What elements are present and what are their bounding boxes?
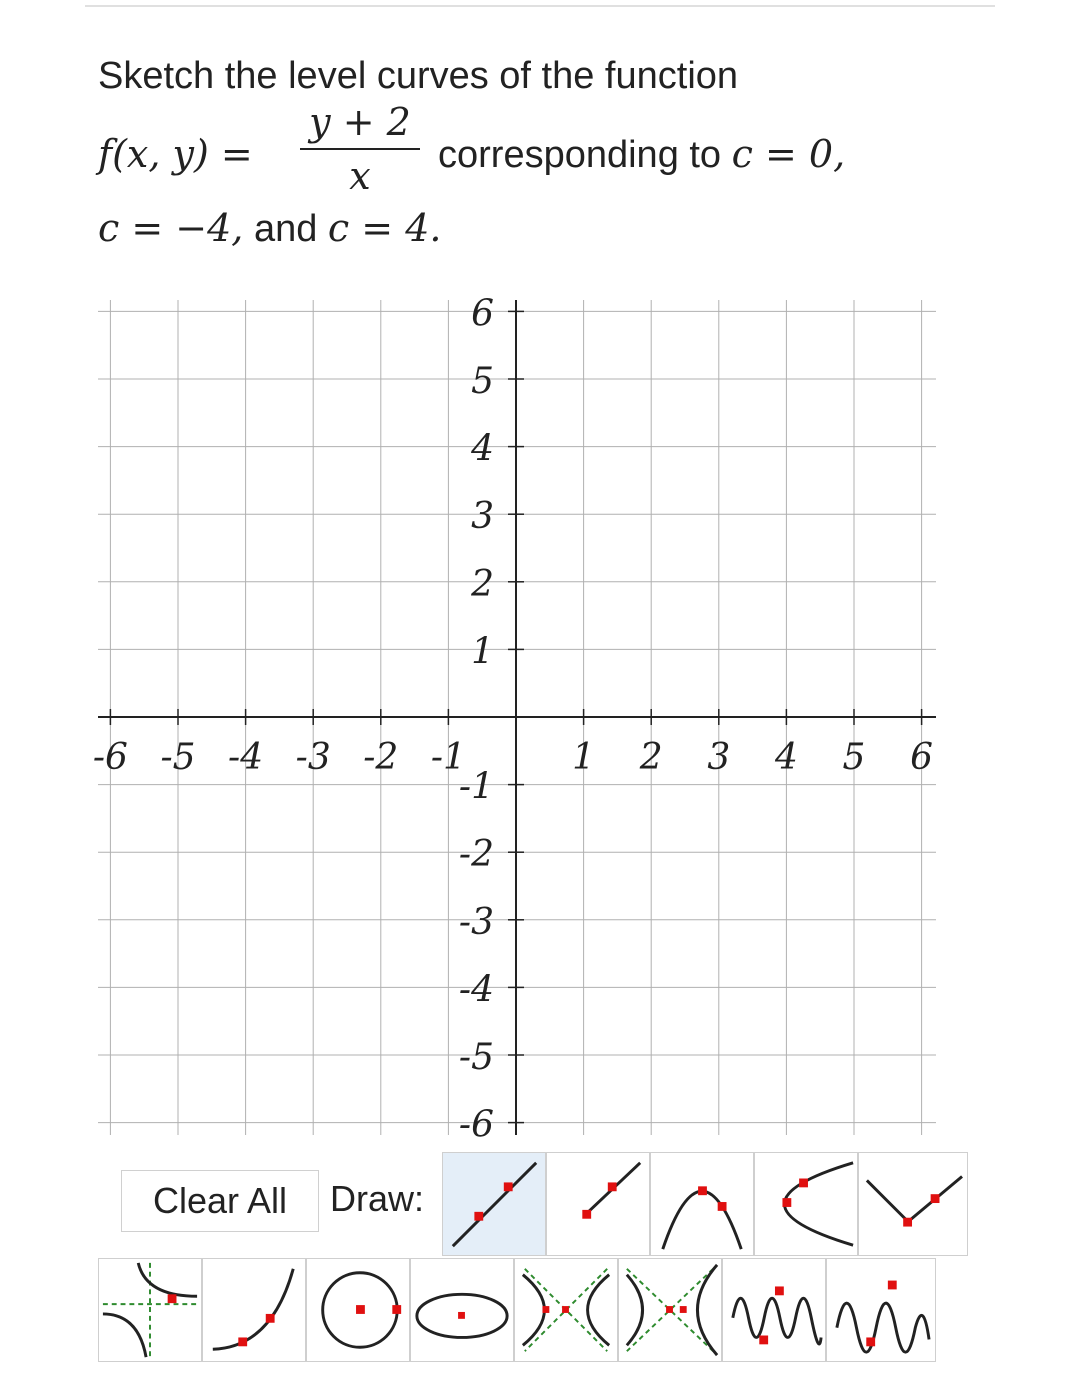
x-tick-label: 5: [842, 737, 866, 778]
hyperbola-vertical-tool[interactable]: [618, 1258, 722, 1362]
x-tick-label: -1: [430, 737, 466, 778]
tick-labels: [93, 293, 933, 1145]
x-tick-label: 3: [707, 737, 731, 778]
x-tick-label: -6: [92, 737, 128, 778]
prompt-line-1: Sketch the level curves of the function: [98, 55, 739, 97]
draw-label: Draw:: [330, 1178, 425, 1219]
x-tick-label: -5: [160, 737, 196, 778]
x-tick-label: -3: [295, 737, 331, 778]
ray-tool[interactable]: [546, 1152, 650, 1256]
corresponding-text: corresponding to: [438, 134, 722, 176]
hyperbola-tool[interactable]: [98, 1258, 202, 1362]
parabola-horizontal-tool[interactable]: [754, 1152, 858, 1256]
y-tick-label: -2: [458, 834, 494, 876]
x-tick-label: 2: [639, 737, 663, 778]
and-text: and: [253, 208, 318, 250]
y-tick-label: -4: [458, 969, 494, 1011]
y-tick-label: -5: [458, 1037, 494, 1078]
ellipse-tool[interactable]: [410, 1258, 514, 1362]
y-tick-label: 4: [471, 428, 494, 470]
cosine-tool[interactable]: [826, 1258, 936, 1362]
y-tick-label: 3: [471, 496, 494, 538]
x-tick-label: 1: [572, 737, 596, 778]
line-tool[interactable]: [442, 1152, 546, 1256]
sine-tool[interactable]: [722, 1258, 826, 1362]
y-tick-label: 6: [471, 293, 494, 335]
clear-all-button[interactable]: Clear All: [121, 1170, 319, 1232]
absolute-value-tool[interactable]: [858, 1152, 968, 1256]
exponential-tool[interactable]: [202, 1258, 306, 1362]
fraction-denominator: x: [349, 154, 371, 198]
y-tick-label: 1: [471, 631, 494, 673]
parabola-vertical-tool[interactable]: [650, 1152, 754, 1256]
y-tick-label: 5: [471, 361, 494, 402]
y-tick-label: 2: [471, 563, 494, 605]
x-tick-label: 4: [774, 737, 798, 778]
c-value-0: c = 0,: [731, 132, 846, 176]
circle-tool[interactable]: [306, 1258, 410, 1362]
axes: [98, 300, 936, 1135]
y-tick-label: -3: [458, 901, 494, 943]
x-tick-label: -2: [363, 737, 399, 778]
x-tick-label: -4: [228, 737, 264, 778]
function-lhs: f(x, y) =: [98, 132, 253, 176]
x-tick-label: 6: [910, 737, 934, 778]
c-value-4: c = 4.: [327, 206, 442, 250]
fraction-numerator: y + 2: [309, 100, 411, 144]
y-tick-label: -6: [458, 1104, 494, 1146]
c-value-neg4: c = −4,: [98, 206, 244, 250]
hyperbola-horizontal-tool[interactable]: [514, 1258, 618, 1362]
y-tick-label: -1: [458, 766, 494, 808]
